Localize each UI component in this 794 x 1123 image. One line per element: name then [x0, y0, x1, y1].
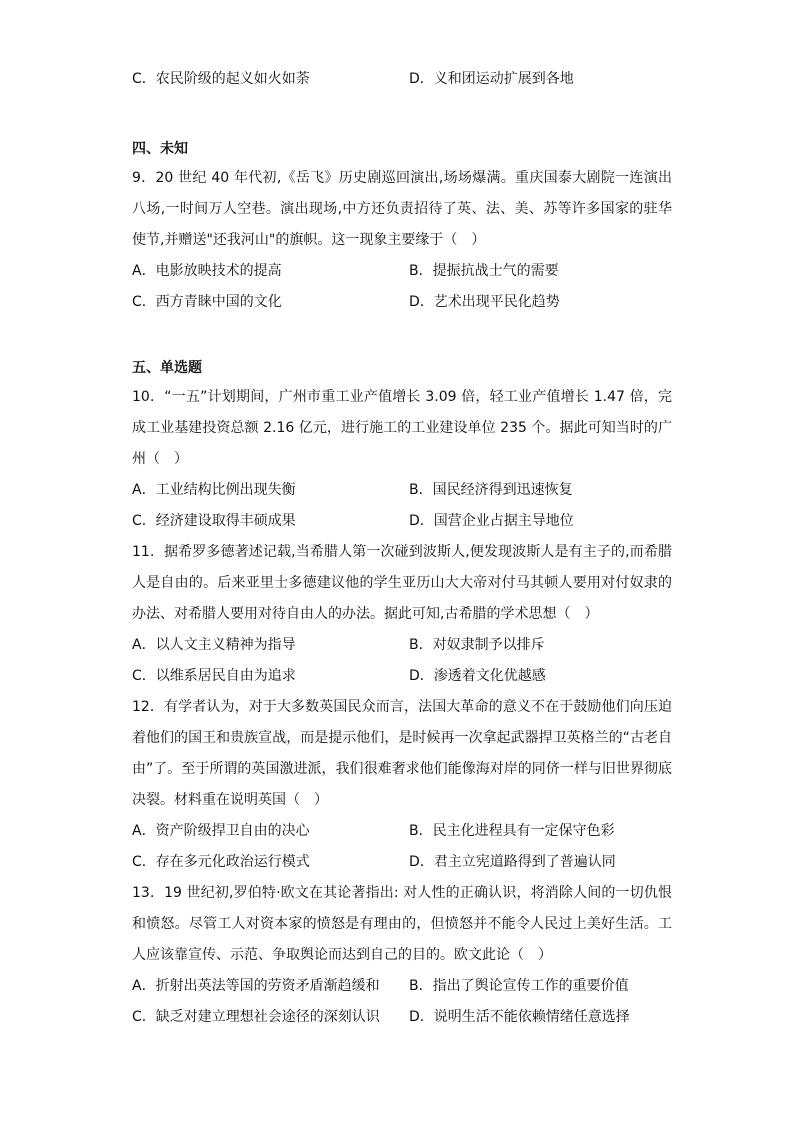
option-list [132, 816, 672, 878]
option-a[interactable]: A．资产阶级捍卫自由的决心 [132, 823, 310, 839]
option-a[interactable]: A．以人文主义精神为指导 [132, 637, 296, 653]
option-a[interactable]: A．工业结构比例出现失衡 [132, 482, 296, 498]
question-stem: 11．据希罗多德著述记载,当希腊人第一次碰到波斯人,便发现波斯人是有主子的,而希腊人是自由的。后来亚里士多德建议他的学生亚历山大大帝对付马其顿人要用对付奴隶的办法、对希腊人要用对待自由人的办法。据此可知,古希腊的学术思想（ ） [132, 544, 672, 622]
option-d[interactable]: D．君主立宪道路得到了普遍认同 [409, 854, 616, 870]
option-list [132, 256, 672, 318]
option-b[interactable]: B．国民经济得到迅速恢复 [409, 482, 573, 498]
question-12 [132, 692, 672, 878]
option-b[interactable]: B．提振抗战士气的需要 [409, 263, 559, 279]
option-d[interactable]: D．国营企业占据主导地位 [409, 513, 574, 529]
option-c[interactable]: C．存在多元化政治运行模式 [132, 854, 310, 870]
option-c[interactable]: C．农民阶级的起义如火如荼 [132, 71, 310, 87]
option-b[interactable]: B．指出了舆论宣传工作的重要价值 [409, 978, 629, 994]
option-c[interactable]: C．经济建设取得丰硕成果 [132, 513, 296, 529]
option-c[interactable]: C．西方青睐中国的文化 [132, 294, 282, 310]
content [132, 64, 672, 1033]
option-c[interactable]: C．缺乏对建立理想社会途径的深刻认识 [132, 1009, 380, 1025]
question-13 [132, 878, 672, 1033]
question-9 [132, 163, 672, 318]
question-stem: 9．20 世纪 40 年代初,《岳飞》历史剧巡回演出,场场爆满。重庆国泰大剧院一连演出八场,一时间万人空巷。演出现场,中方还负责招待了英、法、美、苏等许多国家的驻华使节,并赠送"还我河山"的旗帜。这一现象主要缘于（ ） [132, 170, 672, 248]
option-d[interactable]: D．渗透着文化优越感 [409, 668, 546, 684]
option-a[interactable]: A．折射出英法等国的劳资矛盾渐趋缓和 [132, 978, 380, 994]
question-stem: 12．有学者认为，对于大多数英国民众而言，法国大革命的意义不在于鼓励他们向压迫着他们的国王和贵族宣战，而是提示他们，是时候再一次拿起武器捍卫英格兰的“古老自由”了。至于所谓的英国激进派，我们很难奢求他们能像海对岸的同侪一样与旧世界彻底决裂。材料重在说明英国（ ） [132, 699, 672, 808]
question-stem: 10．“一五”计划期间，广州市重工业产值增长 3.09 倍，轻工业产值增长 1.47 倍，完成工业基建投资总额 2.16 亿元，进行施工的工业建设单位 235 个。据此可知当时的广州（ ） [132, 389, 672, 467]
question-stem: 13．19 世纪初,罗伯特·欧文在其论著指出: 对人性的正确认识，将消除人间的一切仇恨和愤怒。尽管工人对资本家的愤怒是有理由的，但愤怒并不能令人民过上美好生活。工人应该靠宣传、示范、争取舆论而达到自己的目的。欧文此论（ ） [132, 885, 672, 963]
section-heading: 五、单选题 [132, 360, 202, 376]
option-b[interactable]: B．对奴隶制予以排斥 [409, 637, 545, 653]
option-a[interactable]: A．电影放映技术的提高 [132, 263, 282, 279]
option-d[interactable]: D．说明生活不能依赖情绪任意选择 [409, 1009, 630, 1025]
option-d[interactable]: D．艺术出现平民化趋势 [409, 294, 560, 310]
option-list [132, 630, 672, 692]
option-c[interactable]: C．以维系居民自由为追求 [132, 668, 296, 684]
question-10 [132, 382, 672, 537]
option-d[interactable]: D．义和团运动扩展到各地 [409, 71, 574, 87]
option-list [132, 475, 672, 537]
question-11 [132, 537, 672, 692]
option-list [132, 971, 672, 1033]
option-b[interactable]: B．民主化进程具有一定保守色彩 [409, 823, 615, 839]
top-options [132, 64, 672, 95]
section-heading: 四、未知 [132, 141, 188, 157]
